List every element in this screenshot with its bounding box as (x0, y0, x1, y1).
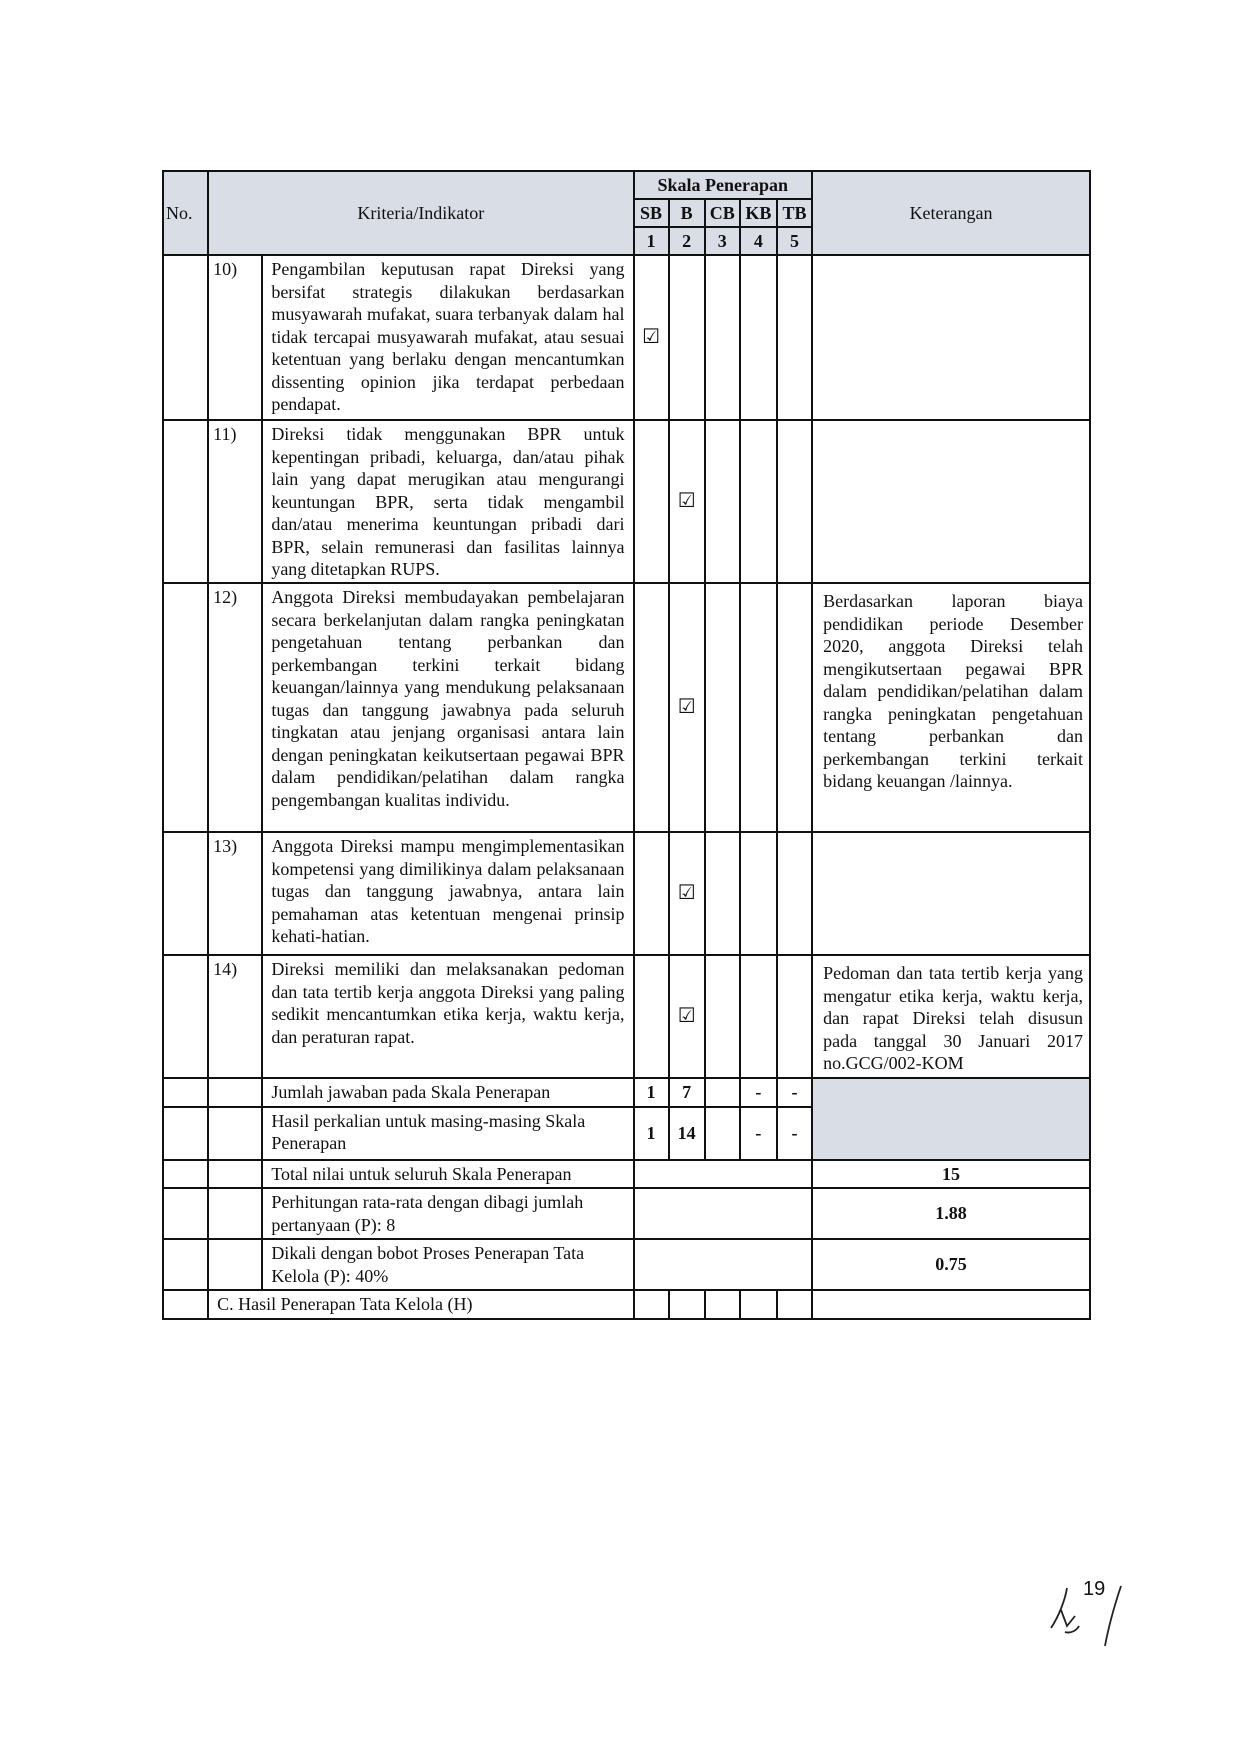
scale-cell-b (669, 583, 705, 832)
scale-cell-sb (634, 420, 669, 583)
weighted-label: Dikali dengan bobot Proses Penerapan Tata Kelola (P): 40% (262, 1239, 633, 1290)
result-cell-kb (740, 1290, 777, 1319)
scale-cell-kb (740, 955, 777, 1078)
weighted-row (163, 1239, 1090, 1290)
handwritten-initials (1045, 1580, 1135, 1650)
note-cell (812, 255, 1090, 420)
result-label: C. Hasil Penerapan Tata Kelola (H) (208, 1290, 633, 1319)
header-criteria: Kriteria/Indikator (208, 171, 633, 255)
checkbox-checked-icon: ☑ (642, 326, 661, 349)
table-body (163, 171, 1090, 1319)
product-label: Hasil perkalian untuk masing-masing Skala Penerapan (262, 1107, 633, 1160)
scale-cell-tb (777, 420, 812, 583)
scale-cell-tb (777, 583, 812, 832)
product-value-kb: - (740, 1107, 777, 1160)
product-value-b: 14 (669, 1107, 705, 1160)
header-scale-title: Skala Penerapan (634, 171, 813, 199)
scale-cell-kb (740, 832, 777, 955)
row-number: 14) (208, 955, 262, 1078)
scale-cell-cb (705, 420, 740, 583)
note-cell: Pedoman dan tata tertib kerja yang mengatur etika kerja, waktu kerja, dan rapat Direksi telah disusun pada tanggal 30 Januari 2017 no.GCG/002-KOM (812, 955, 1090, 1078)
scale-cell-cb (705, 955, 740, 1078)
table-row (163, 583, 1090, 832)
header-no: No. (163, 171, 208, 255)
criteria-text: Anggota Direksi mampu mengimplementasikan kompetensi yang dimilikinya dalam pelaksanaan tugas dan tanggung jawabnya, antara lain pemahaman atas ketentuan mengenai prinsip kehati-hatian. (262, 832, 633, 955)
page-number: 19 (1083, 1578, 1106, 1600)
checkbox-checked-icon: ☑ (677, 882, 696, 905)
answer-count-value-sb: 1 (634, 1078, 669, 1107)
criteria-text: Pengambilan keputusan rapat Direksi yang bersifat strategis dilakukan berdasarkan musyawarah mufakat, suara terbanyak dalam hal tidak tercapai musyawarah mufakat, atau sesuai ketentuan yang berlaku dengan mencantumkan dissenting opinion jika terdapat perbedaan pendapat. (262, 255, 633, 420)
total-label: Total nilai untuk seluruh Skala Penerapan (262, 1160, 633, 1189)
row-blank-cell (163, 255, 208, 420)
row-number: 10) (208, 255, 262, 420)
scale-cell-kb (740, 420, 777, 583)
checkbox-checked-icon: ☑ (677, 696, 696, 719)
average-scale-span (634, 1188, 813, 1239)
header-notes: Keterangan (812, 171, 1090, 255)
row-blank-cell (163, 832, 208, 955)
result-cell-sb (634, 1290, 669, 1319)
answer-count-value-tb: - (777, 1078, 812, 1107)
result-cell-tb (777, 1290, 812, 1319)
scale-number-2: 2 (669, 227, 705, 255)
criteria-text: Direksi memiliki dan melaksanakan pedoman dan tata tertib kerja anggota Direksi yang paling sedikit mencantumkan etika kerja, waktu kerja, dan peraturan rapat. (262, 955, 633, 1078)
answer-count-value-kb: - (740, 1078, 777, 1107)
checkbox-checked-icon: ☑ (677, 1005, 696, 1028)
row-blank-cell (208, 1188, 262, 1239)
scale-code-cb: CB (705, 199, 740, 227)
total-row (163, 1160, 1090, 1189)
answer-count-value-b: 7 (669, 1078, 705, 1107)
row-blank-cell (163, 1160, 208, 1189)
scale-number-4: 4 (740, 227, 777, 255)
result-cell-b (669, 1290, 705, 1319)
average-value: 1.88 (812, 1188, 1090, 1239)
result-row (163, 1290, 1090, 1319)
row-blank-cell (208, 1107, 262, 1160)
scale-cell-sb (634, 955, 669, 1078)
total-value: 15 (812, 1160, 1090, 1189)
row-blank-cell (163, 955, 208, 1078)
weighted-scale-span (634, 1239, 813, 1290)
scale-cell-kb (740, 255, 777, 420)
row-blank-cell (208, 1160, 262, 1189)
scale-number-1: 1 (634, 227, 669, 255)
table-row (163, 955, 1090, 1078)
scale-number-5: 5 (777, 227, 812, 255)
note-cell (812, 420, 1090, 583)
scale-cell-sb (634, 583, 669, 832)
product-value-cb (705, 1107, 740, 1160)
row-blank-cell (163, 1239, 208, 1290)
scale-cell-tb (777, 832, 812, 955)
scale-cell-sb (634, 832, 669, 955)
scale-cell-b (669, 420, 705, 583)
scale-cell-b (669, 832, 705, 955)
result-note-cell (812, 1290, 1090, 1319)
row-number: 11) (208, 420, 262, 583)
scale-code-kb: KB (740, 199, 777, 227)
row-blank-cell (163, 420, 208, 583)
answer-count-label: Jumlah jawaban pada Skala Penerapan (262, 1078, 633, 1107)
table-row (163, 255, 1090, 420)
scale-cell-cb (705, 255, 740, 420)
summary-notes-shaded (812, 1078, 1090, 1160)
row-blank-cell (163, 1078, 208, 1107)
answer-count-value-cb (705, 1078, 740, 1107)
average-label: Perhitungan rata-rata dengan dibagi jumlah pertanyaan (P): 8 (262, 1188, 633, 1239)
row-blank-cell (163, 1188, 208, 1239)
answer-count-row (163, 1078, 1090, 1107)
scale-cell-b (669, 955, 705, 1078)
average-row (163, 1188, 1090, 1239)
criteria-text: Direksi tidak menggunakan BPR untuk kepentingan pribadi, keluarga, dan/atau pihak lain yang dapat merugikan atau mengurangi keuntungan BPR, serta tidak mengambil dan/atau menerima keuntungan pribadi dari BPR, selain remunerasi dan fasilitas lainnya yang ditetapkan RUPS. (262, 420, 633, 583)
scale-code-b: B (669, 199, 705, 227)
note-cell (812, 832, 1090, 955)
product-value-sb: 1 (634, 1107, 669, 1160)
scale-code-tb: TB (777, 199, 812, 227)
scale-cell-kb (740, 583, 777, 832)
total-scale-span (634, 1160, 813, 1189)
scale-code-sb: SB (634, 199, 669, 227)
row-blank-cell (163, 583, 208, 832)
weighted-value: 0.75 (812, 1239, 1090, 1290)
scale-cell-b (669, 255, 705, 420)
row-blank-cell (163, 1107, 208, 1160)
scale-cell-cb (705, 583, 740, 832)
checkbox-checked-icon: ☑ (677, 490, 696, 513)
table-row (163, 832, 1090, 955)
criteria-text: Anggota Direksi membudayakan pembelajaran secara berkelanjutan dalam rangka peningkatan pengetahuan tentang perbankan dan perkembangan terkini terkait bidang keuangan/lainnya yang mendukung pelaksanaan tugas dan tanggung jawabnya pada seluruh tingkatan atau jenjang organisasi antara lain dengan peningkatan keikutsertaan pegawai BPR dalam pendidikan/pelatihan dalam rangka pengembangan kualitas individu. (262, 583, 633, 832)
scale-cell-tb (777, 255, 812, 420)
product-value-tb: - (777, 1107, 812, 1160)
assessment-table (162, 170, 1091, 1320)
row-blank-cell (208, 1239, 262, 1290)
row-blank-cell (163, 1290, 208, 1319)
table-row (163, 420, 1090, 583)
scale-cell-sb (634, 255, 669, 420)
row-number: 13) (208, 832, 262, 955)
note-cell: Berdasarkan laporan biaya pendidikan periode Desember 2020, anggota Direksi telah mengikutsertaan pegawai BPR dalam pendidikan/pelatihan dalam rangka peningkatan pengetahuan tentang perbankan dan perkembangan terkini terkait bidang keuangan /lainnya. (812, 583, 1090, 832)
scale-cell-tb (777, 955, 812, 1078)
scale-number-3: 3 (705, 227, 740, 255)
scale-cell-cb (705, 832, 740, 955)
result-cell-cb (705, 1290, 740, 1319)
row-number: 12) (208, 583, 262, 832)
row-blank-cell (208, 1078, 262, 1107)
